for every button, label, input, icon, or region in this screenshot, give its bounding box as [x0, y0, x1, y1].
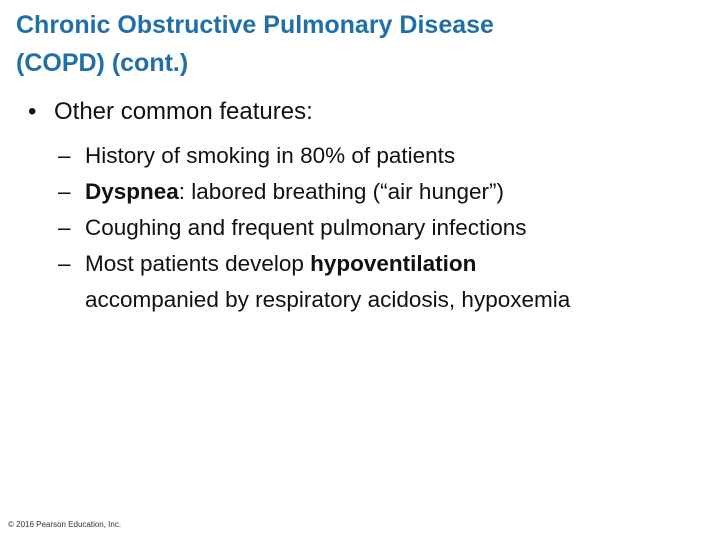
sub-bullet-smoking: [58, 138, 708, 174]
dash-marker: –: [58, 143, 71, 168]
dash-marker: –: [58, 251, 71, 276]
slide-title: [16, 6, 706, 82]
term-hypoventilation: hypoventilation: [310, 251, 477, 276]
sub-bullet-list: [58, 138, 708, 318]
bullet-text: Other common features:: [54, 98, 313, 125]
bullet-marker: •: [28, 98, 37, 125]
sub-bullet-coughing: [58, 210, 708, 246]
sub-bullet-text-continued: accompanied by respiratory acidosis, hypoxemia: [85, 287, 571, 312]
copyright-footer: © 2016 Pearson Education, Inc.: [8, 520, 122, 529]
main-bullet: [28, 94, 313, 130]
dash-marker: –: [58, 179, 71, 204]
term-dyspnea: Dyspnea: [85, 179, 179, 204]
sub-bullet-text: Coughing and frequent pulmonary infections: [85, 215, 527, 240]
sub-bullet-hypoventilation: [58, 246, 708, 318]
sub-bullet-dyspnea: [58, 174, 708, 210]
dash-marker: –: [58, 215, 71, 240]
title-line-2: (COPD) (cont.): [16, 49, 189, 77]
sub-bullet-text: : labored breathing (“air hunger”): [178, 179, 504, 204]
sub-bullet-text: History of smoking in 80% of patients: [85, 143, 456, 168]
title-line-1: Chronic Obstructive Pulmonary Disease: [16, 11, 494, 39]
sub-bullet-text: Most patients develop: [85, 251, 311, 276]
